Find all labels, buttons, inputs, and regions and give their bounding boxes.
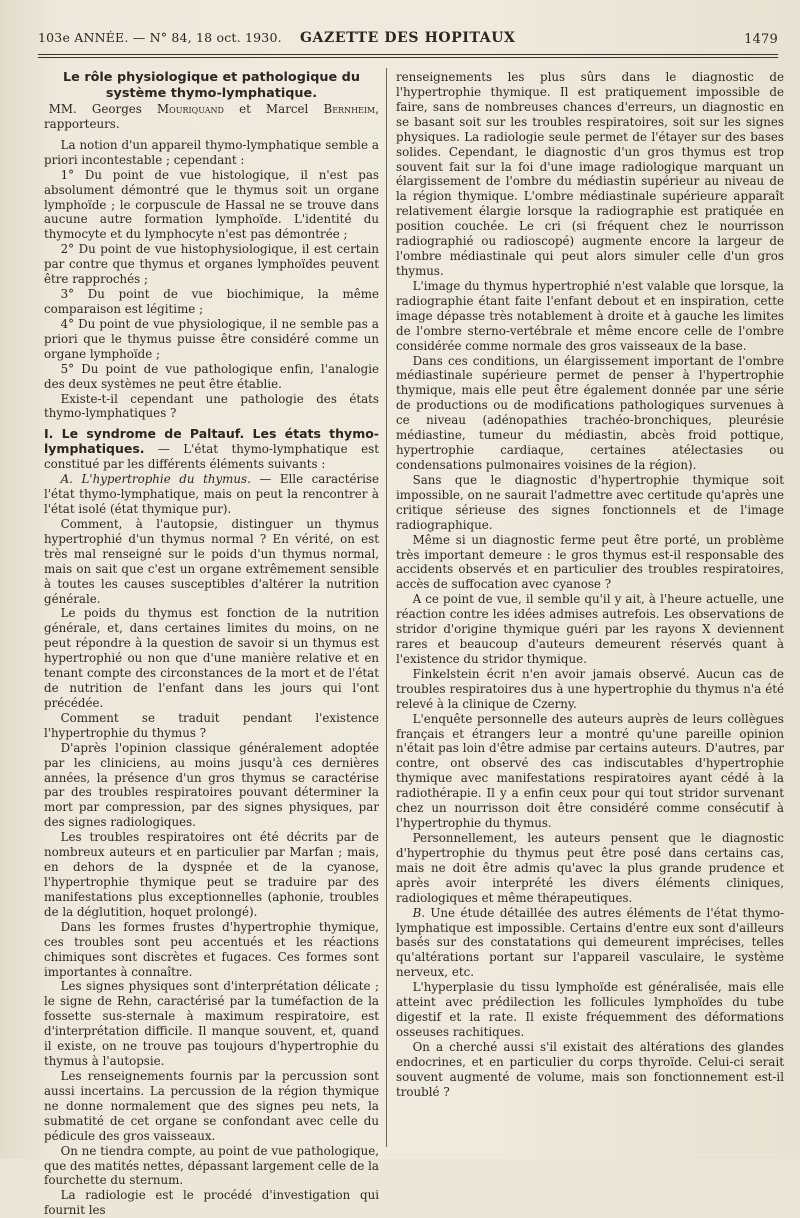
section-1-intro: I. Le syndrome de Paltauf. Les états thymo-lymphatiques. — L'état thymo-lymphatique est constitué par les différents éléments suivants : xyxy=(44,426,379,472)
left-column xyxy=(44,70,380,1218)
author-name: Bernheim xyxy=(323,102,376,116)
author-name: Mouriquand xyxy=(157,102,224,116)
paragraph: 2° Du point de vue histophysiologique, il est certain par contre que thymus et organes lymphoïdes peuvent être rapprochés ; xyxy=(44,242,379,287)
paragraph: Sans que le diagnostic d'hypertrophie thymique soit impossible, on ne saurait l'admettre avec certitude qu'après une critique sérieuse des signes fonctionnels et de l'image radiographique. xyxy=(396,472,784,532)
paragraph: Existe-t-il cependant une pathologie des états thymo-lymphatiques ? xyxy=(44,391,379,421)
paragraph: 1° Du point de vue histologique, il n'est pas absolument démontré que le thymus soit un organe lymphoïde ; le corpuscule de Hassal ne se trouve dans aucune autre formation lymphoïde. L'identité du thymocyte et du lymphocyte n'est pas démontrée ; xyxy=(44,167,379,242)
subsection-a: A. L'hypertrophie du thymus. — Elle caractérise l'état thymo-lymphatique, mais on peut la rencontrer à l'état isolé (état thymique pur). xyxy=(44,472,379,516)
paragraph: A ce point de vue, il semble qu'il y ait, à l'heure actuelle, une réaction contre les idées admises autrefois. Les observations de stridor d'origine thymique guéri par les rayons X deviennent rares et beaucoup d'auteurs demeurent réservés quant à l'existence du stridor thymique. xyxy=(396,592,784,666)
paragraph: Les signes physiques sont d'interprétation délicate ; le signe de Rehn, caractérisé par la tuméfaction de la fossette sus-sternale à maximum respiratoire, est d'interprétation difficile. Il manque souvent, et, quand il existe, on ne trouve pas toujours d'hypertrophie du thymus à l'autopsie. xyxy=(44,979,379,1069)
column-divider xyxy=(386,68,387,1147)
section-heading: I. Le syndrome de Paltauf. Les états thymo-lymphatiques. xyxy=(44,426,379,457)
paragraph: D'après l'opinion classique généralement adoptée par les cliniciens, au moins jusqu'à ces dernières années, la présence d'un gros thymus se caractérise par des troubles respiratoires pouvant déterminer la mort par compression, par des signes physiques, par des signes radiologiques. xyxy=(44,740,379,830)
paragraph: Dans les formes frustes d'hypertrophie thymique, ces troubles sont peu accentués et les réactions chimiques sont discrètes et fugaces. Ces formes sont importantes à connaître. xyxy=(44,919,379,979)
right-column xyxy=(396,70,784,1149)
subsection-b: B. Une étude détaillée des autres éléments de l'état thymo-lymphatique est impossible. Certains d'entre eux sont d'ailleurs basés sur des constatations qui demeurent imprécises, telles qu'altérations portant sur l'appareil vasculaire, le système nerveux, etc. xyxy=(396,905,784,980)
article-title: Le rôle physiologique et pathologique du système thymo-lymphatique. xyxy=(63,70,360,101)
page-header xyxy=(38,26,778,52)
subsection-label: A. L'hypertrophie du thymus. xyxy=(60,472,251,487)
paragraph: Les renseignements fournis par la percussion sont aussi incertains. La percussion de la région thymique ne donne normalement que des signes peu nets, la submatité de cet organe se confondant avec celle du pédicule des gros vaisseaux. xyxy=(44,1069,379,1143)
paragraph: La notion d'un appareil thymo-lymphatique semble a priori incontestable ; cependant : xyxy=(44,137,379,167)
paragraph: Finkelstein écrit n'en avoir jamais observé. Aucun cas de troubles respiratoires dus à une hypertrophie du thymus n'a été relevé à la clinique de Czerny. xyxy=(396,666,784,711)
paragraph: La radiologie est le procédé d'investigation qui fournit les xyxy=(44,1188,379,1218)
article-authors: MM. Georges Mouriquand et Marcel Bernheim, rapporteurs. xyxy=(44,102,380,131)
issue-info: 103e ANNÉE. — N° 84, 18 oct. 1930. xyxy=(38,30,282,45)
paragraph: Personnellement, les auteurs pensent que le diagnostic d'hypertrophie du thymus peut être posé dans certains cas, mais ne doit être admis qu'avec la plus grande prudence et après avoir interprété les divers éléments cliniques, radiologiques et même thérapeutiques. xyxy=(396,831,784,905)
page-number: 1479 xyxy=(744,32,778,47)
paragraph: Même si un diagnostic ferme peut être porté, un problème très important demeure : le gros thymus est-il responsable des accidents observés et en particulier des troubles respiratoires, accès de suffocation avec cyanose ? xyxy=(396,532,784,592)
paragraph: 4° Du point de vue physiologique, il ne semble pas a priori que le thymus puisse être considéré comme un organe lymphoïde ; xyxy=(44,316,379,361)
header-rule-double xyxy=(38,57,778,58)
journal-title: GAZETTE DES HOPITAUX xyxy=(300,30,516,46)
paragraph: Les troubles respiratoires ont été décrits par de nombreux auteurs et en particulier par Marfan ; mais, en dehors de la dyspnée et de la cyanose, l'hypertrophie thymique peut se traduire par des manifestations plus exceptionnelles (aphonie, troubles de la déglutition, hoquet prolongé). xyxy=(44,830,379,919)
paragraph: 5° Du point de vue pathologique enfin, l'analogie des deux systèmes ne peut être établie. xyxy=(44,361,379,391)
paragraph: L'hyperplasie du tissu lymphoïde est généralisée, mais elle atteint avec prédilection les follicules lymphoïdes du tube digestif et la rate. Il existe fréquemment des déformations osseuses rachitiques. xyxy=(396,980,784,1039)
paragraph: Comment se traduit pendant l'existence l'hypertrophie du thymus ? xyxy=(44,710,379,740)
header-rule xyxy=(38,54,778,55)
paragraph: Dans ces conditions, un élargissement important de l'ombre médiastinale supérieure permet de penser à l'hypertrophie thymique, mais elle peut être également donnée par une série de productions ou de modifications pathologiques survenues à ce niveau (adénopathies trachéo-bronchiques, pleurésie médiastine, tumeur du médiastin, abcès froid pottique, hypertrophie cardiaque, certaines atélectasies ou condensations pulmonaires voisines de la région). xyxy=(396,353,784,472)
paragraph: On a cherché aussi s'il existait des altérations des glandes endocrines, et en particulier du corps thyroïde. Celui-ci serait souvent augmenté de volume, mais son fonctionnement est-il troublé ? xyxy=(396,1039,784,1099)
paragraph: L'enquête personnelle des auteurs auprès de leurs collègues français et étrangers leur a montré qu'une pareille opinion n'était pas loin d'être admise par certains auteurs. D'autres, par contre, ont observé des cas indiscutables d'hypertrophie thymique avec manifestations respiratoires ayant cédé à la radiothérapie. Il y a enfin ceux pour qui tout stridor survenant chez un nourrisson doit être considéré comme consécutif à l'hypertrophie du thymus. xyxy=(396,711,784,831)
paragraph: Le poids du thymus est fonction de la nutrition générale, et, dans certaines limites du moins, on ne peut répondre à la question de savoir si un thymus est hypertrophié ou non que d'une manière relative et en tenant compte des circonstances de la mort et de l'état de nutrition de l'enfant dans les jours qui l'ont précédée. xyxy=(44,606,379,710)
paragraph: renseignements les plus sûrs dans le diagnostic de l'hypertrophie thymique. Il est pratiquement impossible de faire, sans de nombreuses chances d'erreurs, un diagnostic en se basant soit sur les troubles respiratoires, soit sur les signes physiques. La radiologie seule permet de l'étayer sur des bases solides. Cependant, le diagnostic d'un gros thymus est trop souvent fait sur la foi d'une image radiologique marquant un élargissement de l'ombre du médiastin supérieur au niveau de la région thymique. L'ombre médiastinale supérieure apparaît relativement élargie lorsque la radiographie est pratiquée en position couchée. Le cri (si fréquent chez le nourrisson radiographié ou radioscopé) augmente encore la largeur de l'ombre médiastinale qui peut alors simuler celle d'un gros thymus. xyxy=(396,70,784,278)
subsection-label: B. xyxy=(412,905,426,920)
paragraph: Comment, à l'autopsie, distinguer un thymus hypertrophié d'un thymus normal ? En vérité, on est très mal renseigné sur le poids d'un thymus normal, mais on sait que c'est un organe extrêmement sensible à toutes les causes susceptibles d'altérer la nutrition générale. xyxy=(44,516,379,606)
paragraph: L'image du thymus hypertrophié n'est valable que lorsque, la radiographie étant faite l'enfant debout et en inspiration, cette image dépasse très notablement à droite et à gauche les limites de l'ombre sterno-vertébrale et même encore celle de l'ombre considérée comme normale des gros vaisseaux de la base. xyxy=(396,278,784,353)
paragraph: 3° Du point de vue biochimique, la même comparaison est légitime ; xyxy=(44,287,379,316)
paragraph: On ne tiendra compte, au point de vue pathologique, que des matités nettes, dépassant largement celle de la fourchette du sternum. xyxy=(44,1143,379,1188)
